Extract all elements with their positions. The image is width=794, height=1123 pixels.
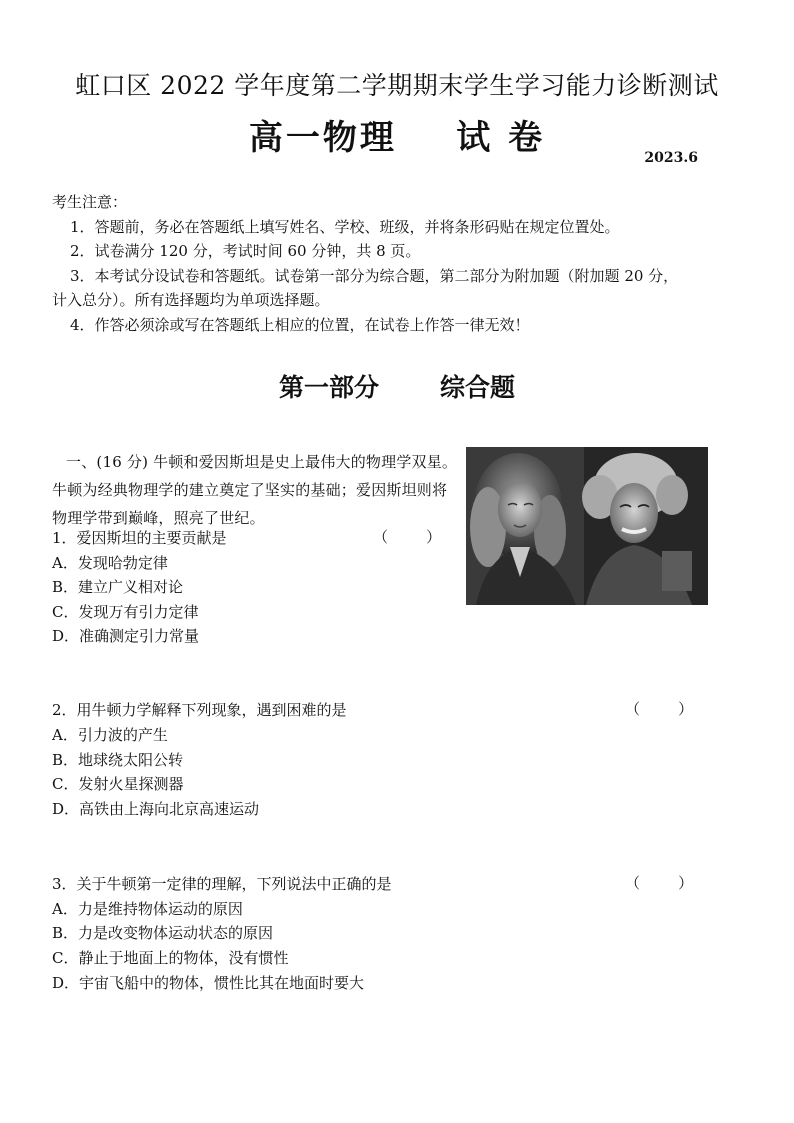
- candidate-notice: [52, 190, 722, 337]
- notice-item: 2．试卷满分 120 分，考试时间 60 分钟，共 8 页。: [70, 242, 421, 260]
- question-intro: 一、(16 分) 牛顿和爱因斯坦是史上最伟大的物理学双星。牛顿为经典物理学的建立奠定了坚实的基础；爱因斯坦则将物理学带到巅峰，照亮了世纪。: [52, 453, 458, 527]
- option-a: A．引力波的产生: [52, 726, 168, 744]
- notice-heading: 考生注意：: [52, 193, 128, 211]
- section-title: 第一部分 综合题: [279, 373, 515, 402]
- notice-item: 计入总分）。所有选择题均为单项选择题。: [52, 291, 330, 309]
- option-c: C．静止于地面上的物体，没有惯性: [52, 949, 289, 967]
- option-b: B．力是改变物体运动状态的原因: [52, 924, 274, 942]
- option-d: D．宇宙飞船中的物体，惯性比其在地面时要大: [52, 974, 365, 992]
- option-c: C．发现万有引力定律: [52, 603, 199, 621]
- notice-item: 1．答题前，务必在答题纸上填写姓名、学校、班级，并将条形码贴在规定位置处。: [70, 217, 620, 236]
- option-a: A．力是维持物体运动的原因: [52, 900, 243, 918]
- answer-parentheses: （ ）: [625, 700, 694, 718]
- newton-einstein-photo: [466, 447, 708, 605]
- question-stem: 1．爱因斯坦的主要贡献是: [52, 529, 227, 547]
- answer-parentheses: （ ）: [625, 874, 694, 892]
- question-stem: 2．用牛顿力学解释下列现象，遇到困难的是: [52, 701, 347, 719]
- option-a: A．发现哈勃定律: [52, 554, 168, 572]
- exam-date: 2023.6: [644, 150, 698, 166]
- option-b: B．建立广义相对论: [52, 578, 184, 596]
- question-stem: 3．关于牛顿第一定律的理解，下列说法中正确的是: [52, 875, 392, 893]
- exam-title: 虹口区 2022 学年度第二学期期末学生学习能力诊断测试: [75, 71, 719, 100]
- notice-item: 4．作答必须涂或写在答题纸上相应的位置，在试卷上作答一律无效！: [70, 315, 530, 334]
- option-d: D．准确测定引力常量: [52, 627, 200, 645]
- option-b: B．地球绕太阳公转: [52, 751, 184, 769]
- option-c: C．发射火星探测器: [52, 775, 184, 793]
- option-d: D．高铁由上海向北京高速运动: [52, 800, 260, 818]
- exam-subtitle: 高一物理 试 卷: [248, 118, 546, 158]
- notice-item: 3．本考试分设试卷和答题纸。试卷第一部分为综合题，第二部分为附加题（附加题 20 分，: [70, 266, 679, 285]
- answer-parentheses: （ ）: [373, 528, 442, 546]
